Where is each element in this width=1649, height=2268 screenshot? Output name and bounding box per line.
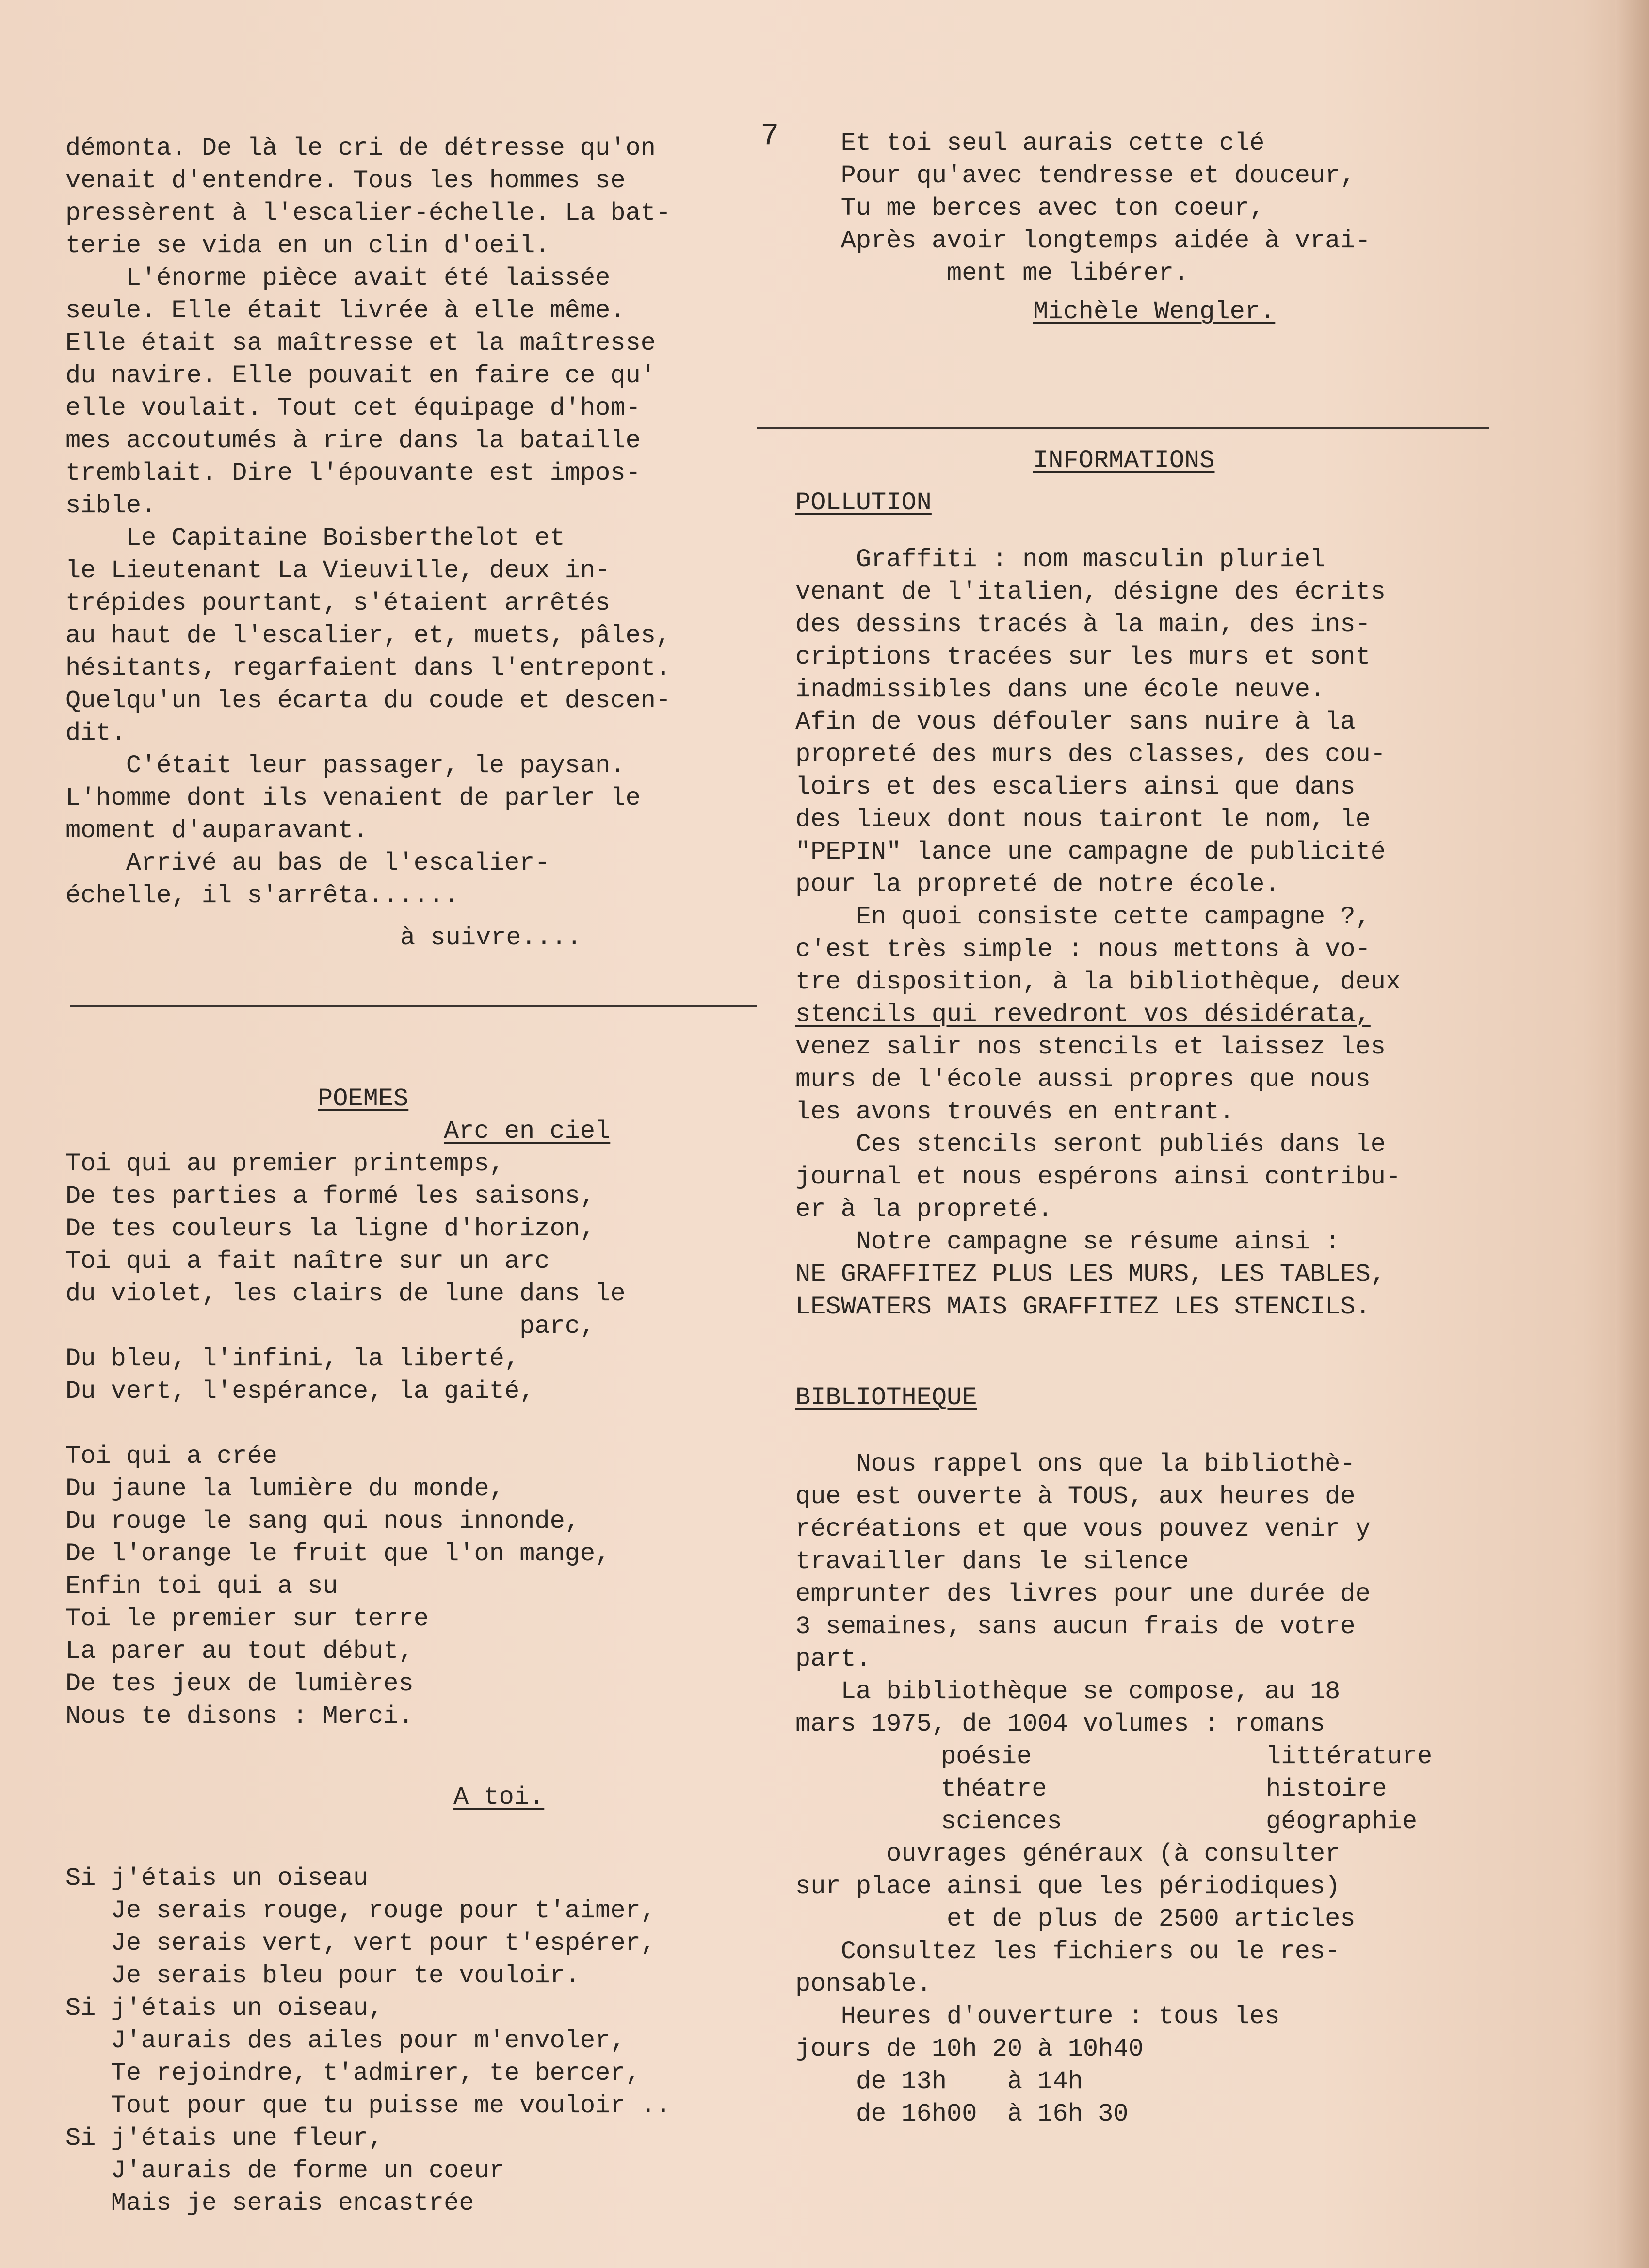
pollution-heading: POLLUTION — [795, 488, 932, 517]
article-line: les avons trouvés en entrant. — [795, 1098, 1234, 1126]
article-line: récréations et que vous pouvez venir y — [795, 1515, 1371, 1543]
category-item: géographie — [1266, 1807, 1418, 1836]
story-line: mes accoutumés à rire dans la bataille — [65, 426, 641, 455]
poem-line: Après avoir longtemps aidée à vrai- — [795, 227, 1371, 255]
article-line: Nous rappel ons que la bibliothè- — [795, 1450, 1356, 1478]
poem-line: Toi qui a crée — [65, 1442, 277, 1471]
story-line: dit. — [65, 719, 126, 747]
poem-a-toi — [65, 1862, 764, 2219]
article-line: criptions tracées sur les murs et sont — [795, 643, 1371, 671]
article-line: Ces stencils seront publiés dans le — [795, 1130, 1386, 1159]
article-line: sur place ainsi que les périodiques) — [795, 1872, 1341, 1901]
article-line: inadmissibles dans une école neuve. — [795, 675, 1326, 704]
story-line: démonta. De là le cri de détresse qu'on — [65, 134, 656, 162]
category-row — [795, 1805, 1513, 1838]
poem-line: Du vert, l'espérance, la gaité, — [65, 1377, 535, 1406]
story-line: sible. — [65, 491, 157, 520]
poem-ending — [795, 127, 1513, 290]
poem-author: Michèle Wengler. — [1033, 297, 1276, 326]
article-line: travailler dans le silence — [795, 1547, 1189, 1576]
poem-line: De tes jeux de lumières — [65, 1669, 414, 1698]
poem-line: Si j'étais une fleur, — [65, 2124, 384, 2153]
story-line: C'était leur passager, le paysan. — [65, 751, 626, 780]
story-continuation — [65, 132, 764, 954]
to-be-continued: à suivre.... — [400, 923, 582, 952]
story-line: le Lieutenant La Vieuville, deux in- — [65, 556, 611, 585]
poem-line: Mais je serais encastrée — [65, 2189, 474, 2218]
story-line: trépides pourtant, s'étaient arrêtés — [65, 589, 611, 617]
story-line: Le Capitaine Boisberthelot et — [65, 524, 565, 552]
article-line: de 13h à 14h — [795, 2067, 1083, 2096]
category-item: histoire — [1266, 1775, 1387, 1803]
story-line: du navire. Elle pouvait en faire ce qu' — [65, 361, 656, 390]
article-line: ponsable. — [795, 1970, 932, 1998]
bibliotheque-article — [795, 1448, 1513, 2130]
poem-line: Te rejoindre, t'admirer, te bercer, — [65, 2059, 641, 2088]
article-line: Notre campagne se résume ainsi : — [795, 1228, 1341, 1256]
article-line: que est ouverte à TOUS, aux heures de — [795, 1482, 1356, 1511]
article-line: et de plus de 2500 articles — [795, 1905, 1356, 1933]
article-line: des dessins tracés à la main, des ins- — [795, 610, 1371, 639]
poems-section — [65, 1083, 764, 2219]
story-line: terie se vida en un clin d'oeil. — [65, 231, 550, 260]
story-line: L'énorme pièce avait été laissée — [65, 264, 611, 292]
poem-line: Du bleu, l'infini, la liberté, — [65, 1345, 520, 1373]
informations-heading: INFORMATIONS — [1033, 446, 1215, 475]
article-line: En quoi consiste cette campagne ?, — [795, 903, 1371, 931]
left-column — [65, 132, 764, 2218]
poems-heading: POEMES — [318, 1085, 409, 1113]
pollution-article — [795, 543, 1513, 1323]
category-item: littérature — [1266, 1742, 1433, 1771]
category-row — [795, 1740, 1513, 1773]
article-line: Graffiti : nom masculin pluriel — [795, 545, 1326, 574]
poem-title: A toi. — [453, 1783, 545, 1812]
poem-line: J'aurais de forme un coeur — [65, 2156, 504, 2185]
poem-line: De l'orange le fruit que l'on mange, — [65, 1539, 611, 1568]
poem-line: Du rouge le sang qui nous innonde, — [65, 1507, 580, 1536]
story-line: Elle était sa maîtresse et la maîtresse — [65, 329, 656, 357]
story-line: L'homme dont ils venaient de parler le — [65, 784, 641, 812]
page-number: 7 — [760, 119, 779, 154]
article-line: emprunter des livres pour une durée de — [795, 1580, 1371, 1608]
article-line: pour la propreté de notre école. — [795, 870, 1280, 899]
poem-line: Toi qui a fait naître sur un arc — [65, 1247, 550, 1276]
story-line: échelle, il s'arrêta...... — [65, 881, 459, 910]
poem-line: Si j'étais un oiseau, — [65, 1994, 384, 2023]
article-line: loirs et des escaliers ainsi que dans — [795, 773, 1356, 801]
article-line: tre disposition, à la bibliothèque, deux — [795, 968, 1401, 996]
article-line: des lieux dont nous tairont le nom, le — [795, 805, 1371, 834]
poem-line: Tout pour que tu puisse me vouloir .. — [65, 2091, 671, 2120]
poem-line: Enfin toi qui a su — [65, 1572, 338, 1601]
article-line: Consultez les fichiers ou le res- — [795, 1937, 1341, 1966]
article-line: journal et nous espérons ainsi contribu- — [795, 1163, 1401, 1191]
story-line: hésitants, regarfaient dans l'entrepont. — [65, 654, 671, 682]
poem-line: De tes couleurs la ligne d'horizon, — [65, 1215, 596, 1243]
story-line: au haut de l'escalier, et, muets, pâles, — [65, 621, 671, 650]
poem-line: Je serais bleu pour te vouloir. — [65, 1961, 580, 1990]
article-line: "PEPIN" lance une campagne de publicité — [795, 838, 1386, 866]
category-item: théatre — [941, 1775, 1047, 1803]
category-item: poésie — [941, 1742, 1032, 1771]
article-line: stencils qui revedront vos désidérata, — [795, 1000, 1371, 1029]
poem-title: Arc en ciel — [444, 1117, 611, 1146]
story-line: moment d'auparavant. — [65, 816, 369, 845]
article-line: venant de l'italien, désigne des écrits — [795, 578, 1386, 606]
poem-line: Pour qu'avec tendresse et douceur, — [795, 162, 1356, 190]
poem-line: parc, — [65, 1312, 596, 1341]
poem-line: Toi qui au premier printemps, — [65, 1150, 504, 1178]
poem-line: Je serais rouge, rouge pour t'aimer, — [65, 1896, 656, 1925]
article-line: er à la propreté. — [795, 1195, 1053, 1224]
article-line: mars 1975, de 1004 volumes : romans — [795, 1710, 1326, 1738]
poem-line: du violet, les clairs de lune dans le — [65, 1280, 626, 1308]
article-line: Afin de vous défouler sans nuire à la — [795, 708, 1356, 736]
category-row — [795, 1773, 1513, 1805]
article-line: murs de l'école aussi propres que nous — [795, 1065, 1371, 1094]
article-line: NE GRAFFITEZ PLUS LES MURS, LES TABLES, — [795, 1260, 1386, 1289]
story-line: tremblait. Dire l'épouvante est impos- — [65, 459, 641, 487]
poem-line: Du jaune la lumière du monde, — [65, 1474, 504, 1503]
poem-line: Et toi seul aurais cette clé — [795, 129, 1265, 158]
poem-line: Si j'étais un oiseau — [65, 1864, 369, 1893]
article-line: ouvrages généraux (à consulter — [795, 1840, 1341, 1868]
story-line: elle voulait. Tout cet équipage d'hom- — [65, 394, 641, 422]
poem-line — [65, 1408, 764, 1440]
poem-line: J'aurais des ailes pour m'envoler, — [65, 2026, 626, 2055]
article-line: 3 semaines, sans aucun frais de votre — [795, 1612, 1356, 1641]
story-line: pressèrent à l'escalier-échelle. La bat- — [65, 199, 671, 227]
article-line: de 16h00 à 16h 30 — [795, 2100, 1129, 2128]
story-line: Quelqu'un les écarta du coude et descen- — [65, 686, 671, 715]
poem-line: La parer au tout début, — [65, 1637, 414, 1666]
bibliotheque-heading: BIBLIOTHEQUE — [795, 1383, 977, 1412]
poem-arc-en-ciel — [65, 1148, 764, 1733]
article-line: venez salir nos stencils et laissez les — [795, 1033, 1386, 1061]
poem-line: Nous te disons : Merci. — [65, 1702, 414, 1731]
article-line: LESWATERS MAIS GRAFFITEZ LES STENCILS. — [795, 1293, 1371, 1321]
poem-line: Je serais vert, vert pour t'espérer, — [65, 1929, 656, 1958]
right-column — [795, 127, 1513, 2130]
poem-line: ment me libérer. — [795, 259, 1189, 288]
article-line: part. — [795, 1645, 872, 1673]
poem-line: Toi le premier sur terre — [65, 1604, 429, 1633]
story-line: seule. Elle était livrée à elle même. — [65, 296, 626, 325]
poem-line: Tu me berces avec ton coeur, — [795, 194, 1265, 223]
poem-line: De tes parties a formé les saisons, — [65, 1182, 596, 1211]
article-line: Heures d'ouverture : tous les — [795, 2002, 1280, 2031]
section-divider — [70, 1005, 757, 1007]
story-line: venait d'entendre. Tous les hommes se — [65, 166, 626, 195]
category-item: sciences — [941, 1807, 1062, 1836]
article-line: jours de 10h 20 à 10h40 — [795, 2035, 1144, 2063]
article-line: propreté des murs des classes, des cou- — [795, 740, 1386, 769]
article-line: La bibliothèque se compose, au 18 — [795, 1677, 1341, 1706]
page-edge — [1615, 0, 1649, 2268]
article-line: c'est très simple : nous mettons à vo- — [795, 935, 1371, 964]
story-line: Arrivé au bas de l'escalier- — [65, 849, 550, 877]
